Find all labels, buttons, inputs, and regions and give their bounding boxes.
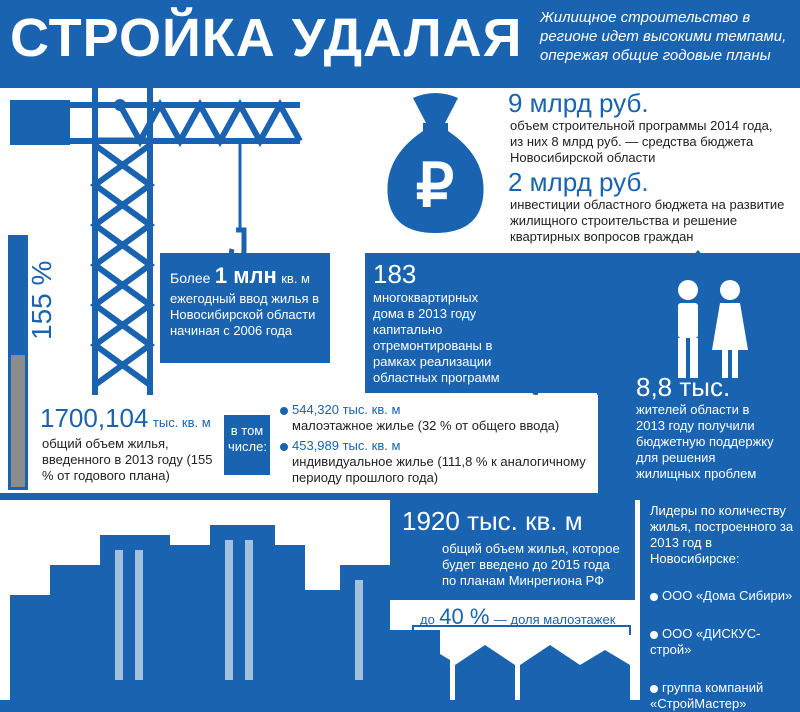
breakdown-value: 453,989 тыс. кв. м	[292, 438, 401, 453]
repair-stat-desc: многоквартирных дома в 2013 году капитально отремонтированы в рамках реализации областных программ	[373, 290, 500, 385]
breakdown-item	[280, 438, 600, 486]
plan-stat-desc: общий объем жилья, которое будет введено до 2015 года по планам Минрегиона РФ	[442, 541, 620, 588]
page-subtitle: Жилищное строительство в регионе идет высокими темпами, опережая общие годовые планы	[540, 9, 787, 64]
finance-amount-1: 9 млрд руб.	[508, 88, 649, 118]
leader-item: группа компаний «СтройМастер»	[650, 680, 764, 711]
repair-stat-value: 183	[373, 259, 417, 289]
plan-stat-box	[390, 500, 635, 600]
plan-share-suffix: — доля малоэтажек	[493, 612, 616, 627]
svg-text:₽: ₽	[415, 152, 455, 219]
gauge-label: 155 %	[26, 260, 57, 340]
gauge-fill	[11, 355, 25, 487]
leaders-heading: Лидеры по количеству жилья, построенного за 2013 год в Новосибирске:	[650, 503, 794, 566]
finance-amount-2: 2 млрд руб.	[508, 167, 649, 197]
plan-share-bracket	[412, 625, 631, 635]
worker-ladder-illustration	[525, 255, 605, 395]
gauge	[8, 235, 28, 490]
leader-item: ООО «ДИСКУС-строй»	[650, 626, 761, 657]
money-bag-icon	[383, 88, 488, 238]
breakdown-list	[280, 402, 600, 486]
finance-desc-1: объем строительной программы 2014 года, из них 8 млрд руб. — средства бюджета Новосибирской области	[510, 118, 773, 165]
total-desc: общий объем жилья, введенного в 2013 году (155 % от годового плана)	[42, 436, 213, 483]
crane-stat-unit: кв. м	[281, 271, 310, 286]
including-box	[224, 415, 270, 475]
total-unit: тыс. кв. м	[152, 415, 211, 430]
crane-tower	[95, 85, 150, 395]
crane-stat-value: 1 млн	[214, 263, 277, 288]
crane-stat-prefix: Более	[170, 270, 211, 286]
bullet-icon	[650, 631, 658, 639]
crane-jib	[70, 105, 300, 141]
bullet-icon	[280, 407, 288, 415]
bullet-icon	[650, 685, 658, 693]
breakdown-item	[280, 402, 600, 434]
finance-desc-2: инвестиции областного бюджета на развитие жилищного строительства и решение квартирных вопросов граждан	[510, 197, 785, 244]
bullet-icon	[280, 443, 288, 451]
plan-share-prefix: до	[420, 612, 435, 627]
leader-item: ООО «Дома Сибири»	[650, 588, 800, 604]
page-title: СТРОЙКА УДАЛАЯ	[10, 8, 523, 68]
leaders-list	[650, 588, 800, 712]
plan-share-value: 40 %	[439, 604, 490, 629]
breakdown-desc: индивидуальное жилье (111,8 % к аналогичному периоду прошлого года)	[292, 454, 586, 485]
bullet-icon	[650, 593, 658, 601]
total-value: 1700,104	[40, 403, 149, 433]
support-stat-value: 8,8 тыс.	[636, 372, 731, 402]
repair-stat-box	[365, 253, 520, 393]
plan-stat-value: 1920 тыс. кв. м	[402, 506, 583, 536]
crane-stat-desc: ежегодный ввод жилья в Новосибирской области начиная с 2006 года	[170, 291, 320, 338]
including-label: в том числе:	[228, 423, 267, 454]
breakdown-desc: малоэтажное жилье (32 % от общего ввода)	[292, 418, 560, 433]
support-stat-desc: жителей области в 2013 году получили бюджетную поддержку для решения жилищных проблем	[636, 402, 774, 481]
breakdown-value: 544,320 тыс. кв. м	[292, 402, 401, 417]
total-value-row	[40, 403, 211, 434]
crane-counterweight	[10, 100, 70, 145]
crane-stat-box	[160, 253, 330, 363]
